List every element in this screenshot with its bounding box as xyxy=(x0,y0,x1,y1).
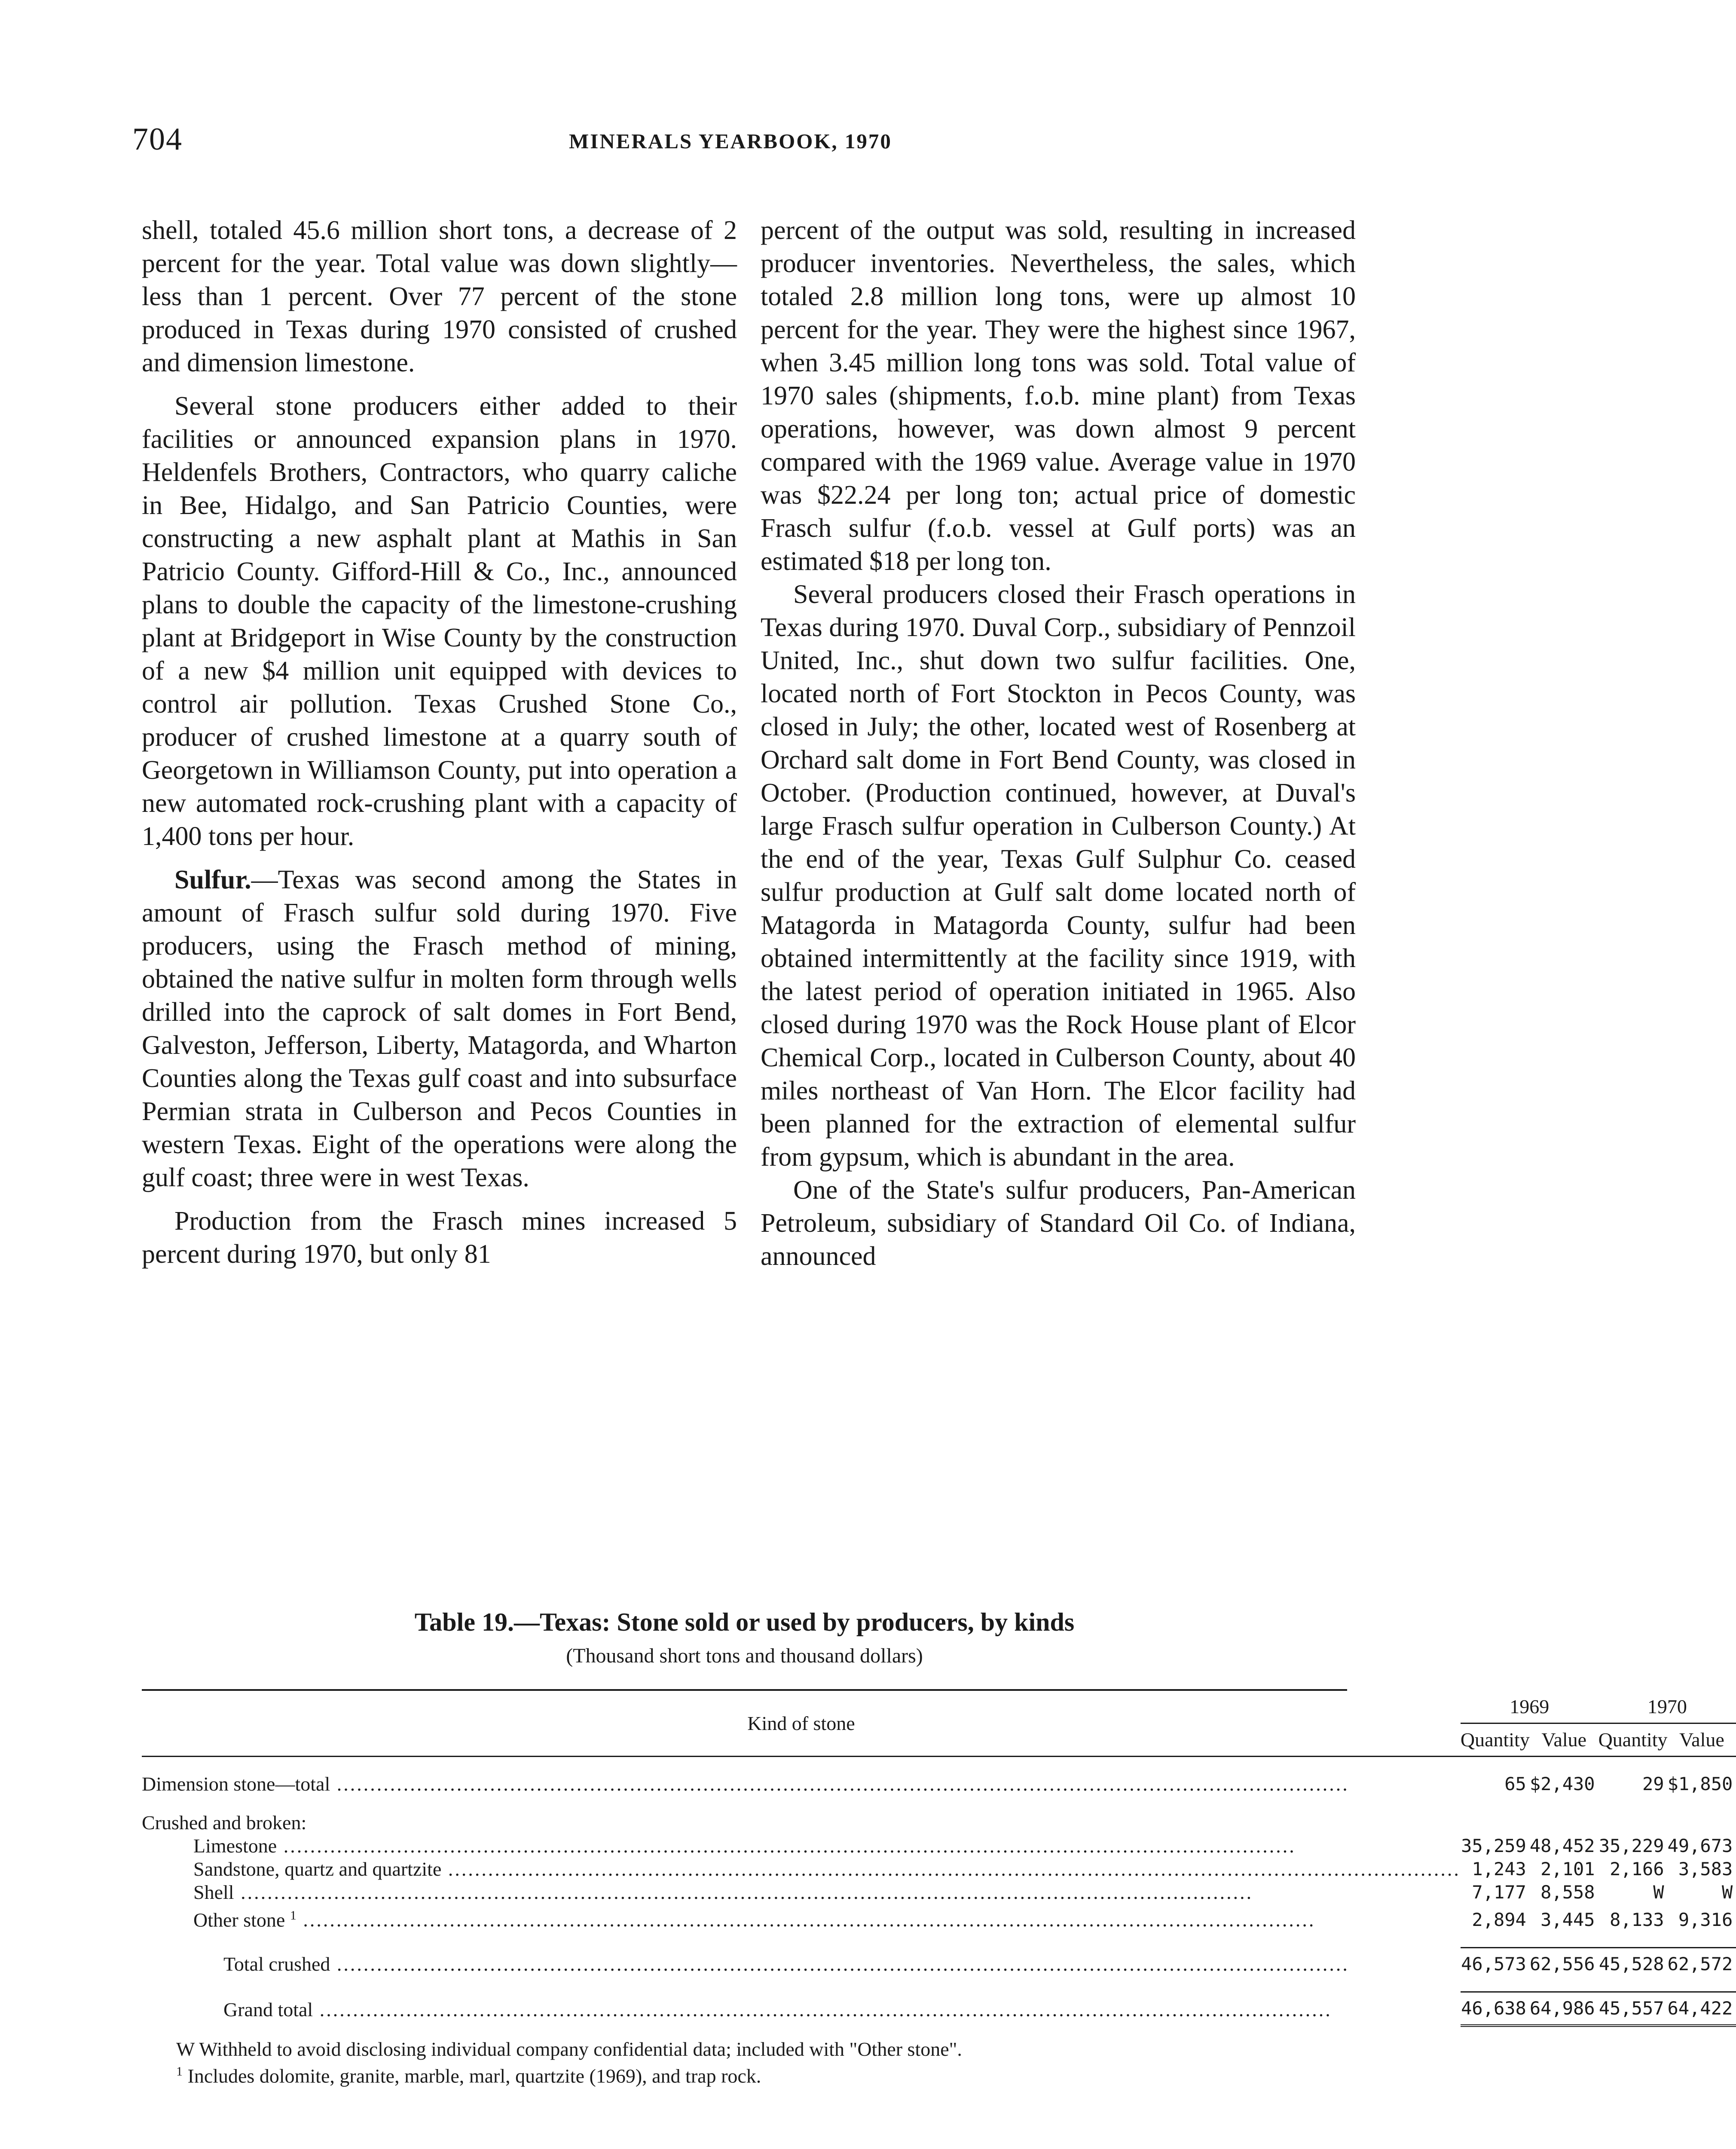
value-header: Value xyxy=(1530,1723,1598,1757)
cell-quantity-1969: 1,243 xyxy=(1472,1858,1526,1880)
table-title: Table 19.—Texas: Stone sold or used by producers, by kinds xyxy=(414,1608,1075,1636)
cell-value-1969: $2,430 xyxy=(1529,1773,1595,1794)
stone-table-block xyxy=(142,1607,1733,2088)
cell-quantity-1970: 2,166 xyxy=(1610,1858,1664,1880)
row-label: Total crushed ..... xyxy=(142,1948,1461,1976)
row-label: Shell ..... xyxy=(142,1881,1461,1904)
cell-value-1969: 48,452 xyxy=(1529,1835,1595,1856)
paragraph-text: —Texas was second among the States in amount of Frasch sulfur sold during 1970. Five producers, using the Frasch method of mining, obtained the native sulfur in molten form through wells drilled into the caprock of salt domes in Fort Bend, Galveston, Jefferson, Liberty, Matagorda, and Wharton Counties along the Texas gulf coast and into subsurface Permian strata in Culberson and Pecos Counties in western Texas. Eight of the operations were along the gulf coast; three were in west Texas. xyxy=(142,865,737,1192)
table-notes xyxy=(142,2038,1347,2087)
cell-quantity-1969: 35,259 xyxy=(1461,1835,1526,1856)
withheld-note: W Withheld to avoid disclosing individual company confidential data; included with "Other stone". xyxy=(176,2038,962,2060)
row-label xyxy=(142,1904,1461,1932)
cell-value-1969: 3,445 xyxy=(1540,1909,1595,1931)
cell-value-1970: 64,422 xyxy=(1668,1992,1736,2026)
cell-value-1969: 8,558 xyxy=(1540,1882,1595,1903)
table-row xyxy=(142,1772,1736,1796)
quantity-header: Quantity xyxy=(1598,1723,1668,1757)
paragraph: percent of the output was sold, resulting in increased producer inventories. Nevertheless, the sales, which totaled 2.8 million long tons, were up almost 10 percent for the year. They were the highest since 1967, when 3.45 million long tons was sold. Total value of 1970 sales (shipments, f.o.b. mine plant) from Texas operations, however, was down almost 9 percent compared with the 1969 value. Average value in 1970 was $22.24 per long ton; actual price of domestic Frasch sulfur (f.o.b. vessel at Gulf ports) was an estimated $18 per long ton. xyxy=(761,216,1356,576)
table-row-grand-total xyxy=(142,1992,1736,2026)
year-1969-header: 1969 xyxy=(1461,1691,1598,1723)
footnote-text: Includes dolomite, granite, marble, marl, quartzite (1969), and trap rock. xyxy=(187,2065,761,2087)
kind-of-stone-header: Kind of stone xyxy=(142,1691,1461,1757)
table-subtitle: (Thousand short tons and thousand dollars) xyxy=(566,1644,923,1667)
cell-value-1969: 62,556 xyxy=(1530,1948,1598,1976)
cell-value-1970: W xyxy=(1721,1882,1733,1903)
footnote xyxy=(176,2060,1347,2087)
paragraph: One of the State's sulfur producers, Pan-American Petroleum, subsidiary of Standard Oil Co. of Indiana, announced xyxy=(761,1176,1356,1271)
cell-quantity-1969: 7,177 xyxy=(1472,1882,1526,1903)
footnote-marker: 1 xyxy=(176,2064,183,2079)
cell-value-1969: 64,986 xyxy=(1530,1992,1598,2026)
table-row xyxy=(142,1904,1736,1932)
cell-value-1970: 3,583 xyxy=(1678,1858,1733,1880)
cell-quantity-1970: 29 xyxy=(1642,1773,1664,1794)
cell-value-1970: 9,316 xyxy=(1678,1909,1733,1931)
row-label: Grand total ..... xyxy=(142,1992,1461,2026)
cell-quantity-1969: 2,894 xyxy=(1472,1909,1526,1931)
cell-value-1969: 2,101 xyxy=(1540,1858,1595,1880)
page-number: 704 xyxy=(132,122,183,157)
paragraph xyxy=(142,863,737,1194)
table-row-total-crushed xyxy=(142,1948,1736,1976)
cell-quantity-1970: 45,557 xyxy=(1598,1992,1668,2026)
year-1970-header: 1970 xyxy=(1598,1691,1736,1723)
table-row xyxy=(142,1858,1736,1881)
running-title: MINERALS YEARBOOK, 1970 xyxy=(569,129,892,153)
row-label: Limestone ..... xyxy=(142,1834,1461,1858)
table-row xyxy=(142,1881,1736,1904)
paragraph: shell, totaled 45.6 million short tons, a decrease of 2 percent for the year. Total value was down slightly—less than 1 percent. Over 77 percent of the stone produced in Texas during 1970 consisted of crushed and dimension limestone. xyxy=(142,216,737,377)
right-column xyxy=(761,214,1356,1273)
row-label: Sandstone, quartz and quartzite ..... xyxy=(142,1858,1461,1881)
cell-quantity-1969: 46,638 xyxy=(1461,1992,1530,2026)
section-heading-sulfur: Sulfur. xyxy=(174,865,251,894)
row-label: Dimension stone—total ..... xyxy=(142,1772,1461,1796)
stone-table xyxy=(142,1691,1736,2027)
paragraph: Several stone producers either added to their facilities or announced expansion plans in 1970. Heldenfels Brothers, Contractors, who quarry caliche in Bee, Hidalgo, and San Patricio Counties, were constructing a new asphalt plant at Mathis in San Patricio County. Gifford-Hill & Co., Inc., announced plans to double the capacity of the limestone-crushing plant at Bridgeport in Wise County by the construction of a new $4 million unit equipped with devices to control air pollution. Texas Crushed Stone Co., producer of crushed limestone at a quarry south of Georgetown in Williamson County, put into operation a new automated rock-crushing plant with a capacity of 1,400 tons per hour. xyxy=(142,392,737,851)
left-column xyxy=(142,214,737,1271)
footnote-marker: 1 xyxy=(290,1908,296,1922)
table-group-heading xyxy=(142,1811,1736,1834)
cell-quantity-1970: W xyxy=(1653,1882,1664,1903)
cell-quantity-1969: 65 xyxy=(1504,1773,1526,1794)
cell-value-1970: 49,673 xyxy=(1667,1835,1733,1856)
value-header: Value xyxy=(1668,1723,1736,1757)
table-row xyxy=(142,1834,1736,1858)
cell-quantity-1970: 35,229 xyxy=(1598,1835,1664,1856)
cell-value-1970: $1,850 xyxy=(1667,1773,1733,1794)
paragraph: Several producers closed their Frasch operations in Texas during 1970. Duval Corp., subsidiary of Pennzoil United, Inc., shut down two sulfur facilities. One, located north of Fort Stockton in Pecos County, was closed in July; the other, located west of Rosenberg at Orchard salt dome in Fort Bend County, was closed in October. (Production continued, however, at Duval's large Frasch sulfur operation in Culberson County.) At the end of the year, Texas Gulf Sulphur Co. ceased sulfur production at Gulf salt dome located north of Matagorda in Matagorda County, sulfur had been obtained intermittently at the facility since 1919, with the latest period of operation initiated in 1965. Also closed during 1970 was the Rock House plant of Elcor Chemical Corp., located in Culberson County, about 40 miles northeast of Van Horn. The Elcor facility had been planned for the extraction of elemental sulfur from gypsum, which is abundant in the area. xyxy=(761,580,1356,1172)
quantity-header: Quantity xyxy=(1461,1723,1530,1757)
crushed-heading: Crushed and broken: xyxy=(142,1812,307,1834)
row-label-text: Other stone xyxy=(193,1909,285,1931)
paragraph: Production from the Frasch mines increased 5 percent during 1970, but only 81 xyxy=(142,1206,737,1269)
cell-value-1970: 62,572 xyxy=(1668,1948,1736,1976)
cell-quantity-1969: 46,573 xyxy=(1461,1948,1530,1976)
cell-quantity-1970: 45,528 xyxy=(1598,1948,1668,1976)
cell-quantity-1970: 8,133 xyxy=(1610,1909,1664,1931)
